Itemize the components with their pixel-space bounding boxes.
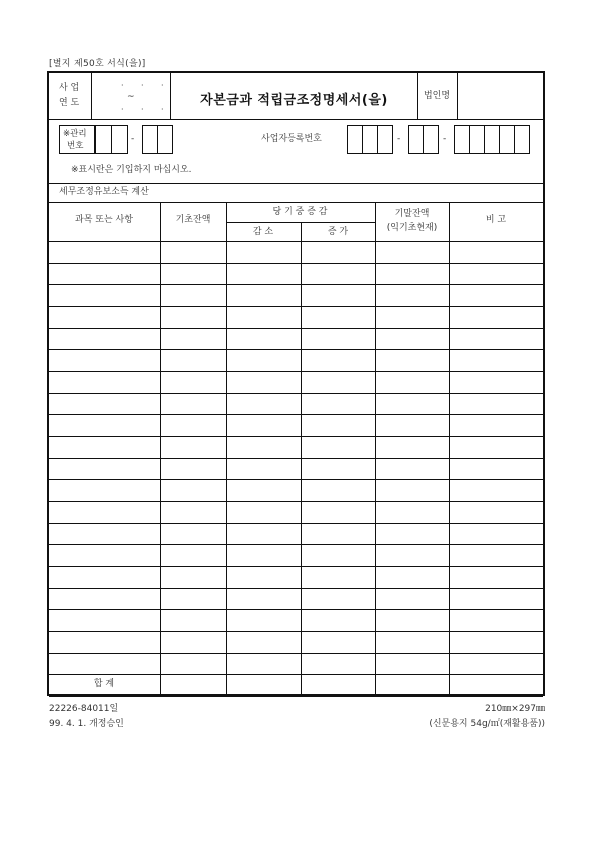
table-cell-6[interactable]	[450, 372, 542, 392]
paper-size: 210㎜×297㎜	[485, 704, 545, 714]
table-cell-5[interactable]	[376, 329, 448, 349]
table-cell-1[interactable]	[50, 632, 159, 652]
table-cell-5[interactable]	[376, 285, 448, 305]
table-cell-3[interactable]	[227, 654, 300, 674]
header-divider-2	[170, 73, 171, 119]
bizreg-digit-9[interactable]	[499, 125, 515, 154]
table-cell-4[interactable]	[302, 415, 374, 435]
table-cell-3[interactable]	[227, 285, 300, 305]
table-cell-2[interactable]	[161, 329, 225, 349]
form-frame	[47, 71, 545, 696]
bizreg-label: 사업자등록번호	[261, 134, 322, 144]
total-label: 합 계	[93, 679, 115, 689]
table-cell-5[interactable]	[376, 589, 448, 609]
table-cell-2[interactable]	[161, 242, 225, 262]
table-cell-6[interactable]	[450, 654, 542, 674]
table-cell-1[interactable]	[50, 394, 159, 414]
table-cell-4[interactable]	[302, 329, 374, 349]
table-cell-5[interactable]	[376, 372, 448, 392]
table-cell-5[interactable]	[376, 567, 448, 587]
table-cell-6[interactable]	[450, 610, 542, 630]
table-cell-1[interactable]	[50, 242, 159, 262]
table-cell-3[interactable]	[227, 242, 300, 262]
year-label-line2: 연 도	[59, 98, 80, 108]
table-cell-4[interactable]	[302, 567, 374, 587]
table-cell-2[interactable]	[161, 264, 225, 284]
table-cell-3[interactable]	[227, 502, 300, 522]
table-cell-2[interactable]	[161, 567, 225, 587]
bizreg-digit-7[interactable]	[469, 125, 485, 154]
header-divider-1	[91, 73, 92, 119]
table-cell-5[interactable]	[376, 502, 448, 522]
table-cell-5[interactable]	[376, 524, 448, 544]
table-cell-2[interactable]	[161, 480, 225, 500]
table-cell-5[interactable]	[376, 610, 448, 630]
table-cell-6[interactable]	[450, 394, 542, 414]
table-cell-5[interactable]	[376, 437, 448, 457]
table-cell-4[interactable]	[302, 307, 374, 327]
table-cell-4[interactable]	[302, 459, 374, 479]
table-cell-1[interactable]	[50, 480, 159, 500]
table-cell-6[interactable]	[450, 545, 542, 565]
table-cell-5[interactable]	[376, 350, 448, 370]
bizreg-dash-1: -	[397, 134, 401, 144]
mgmt-number-label-box	[59, 125, 95, 154]
table-cell-2[interactable]	[161, 285, 225, 305]
table-cell-3[interactable]	[227, 394, 300, 414]
header-divider-3	[417, 73, 418, 119]
total-cell-6[interactable]	[450, 675, 542, 695]
mgmt-label-line2: 번호	[67, 141, 84, 151]
table-cell-6[interactable]	[450, 264, 542, 284]
corp-name-label: 법인명	[423, 91, 451, 101]
total-cell-5[interactable]	[376, 675, 448, 695]
table-cell-3[interactable]	[227, 459, 300, 479]
year-tilde: ~	[127, 92, 135, 102]
section-title: 세무조정유보소득 계산	[59, 187, 149, 197]
table-cell-6[interactable]	[450, 415, 542, 435]
total-cell-3[interactable]	[227, 675, 300, 695]
table-cell-4[interactable]	[302, 285, 374, 305]
table-cell-1[interactable]	[50, 589, 159, 609]
bizreg-digit-10[interactable]	[514, 125, 530, 154]
table-cell-1[interactable]	[50, 459, 159, 479]
table-cell-6[interactable]	[450, 459, 542, 479]
table-cell-4[interactable]	[302, 545, 374, 565]
table-cell-1[interactable]	[50, 372, 159, 392]
table-cell-2[interactable]	[161, 459, 225, 479]
table-cell-3[interactable]	[227, 372, 300, 392]
table-cell-1[interactable]	[50, 610, 159, 630]
table-cell-3[interactable]	[227, 524, 300, 544]
table-cell-2[interactable]	[161, 654, 225, 674]
bizreg-digit-1[interactable]	[347, 125, 363, 154]
table-cell-5[interactable]	[376, 545, 448, 565]
mgmt-number-dash: -	[131, 134, 135, 144]
table-cell-1[interactable]	[50, 524, 159, 544]
bizreg-digit-6[interactable]	[454, 125, 470, 154]
form-label: [별지 제50호 서식(을)]	[49, 59, 146, 69]
table-cell-2[interactable]	[161, 502, 225, 522]
corp-name-field[interactable]	[459, 75, 543, 117]
table-cell-1[interactable]	[50, 415, 159, 435]
total-cell-2[interactable]	[161, 675, 225, 695]
table-cell-2[interactable]	[161, 610, 225, 630]
table-cell-3[interactable]	[227, 589, 300, 609]
header-divider-4	[457, 73, 458, 119]
table-cell-2[interactable]	[161, 415, 225, 435]
table-cell-3[interactable]	[227, 264, 300, 284]
table-cell-3[interactable]	[227, 480, 300, 500]
table-cell-1[interactable]	[50, 285, 159, 305]
table-cell-4[interactable]	[302, 502, 374, 522]
col-header-closing-line1: 기말잔액	[394, 209, 430, 219]
table-cell-6[interactable]	[450, 437, 542, 457]
table-cell-1[interactable]	[50, 350, 159, 370]
table-cell-4[interactable]	[302, 242, 374, 262]
table-cell-4[interactable]	[302, 437, 374, 457]
table-cell-2[interactable]	[161, 632, 225, 652]
col-header-remarks: 비 고	[485, 215, 507, 225]
table-cell-3[interactable]	[227, 437, 300, 457]
table-cell-4[interactable]	[302, 589, 374, 609]
bizreg-dash-2: -	[443, 134, 447, 144]
table-cell-2[interactable]	[161, 437, 225, 457]
col-header-subject: 과목 또는 사항	[75, 215, 133, 225]
col-header-closing-line2: (익기초현재)	[386, 223, 438, 233]
table-cell-5[interactable]	[376, 459, 448, 479]
table-cell-4[interactable]	[302, 394, 374, 414]
table-cell-6[interactable]	[450, 567, 542, 587]
table-cell-4[interactable]	[302, 654, 374, 674]
table-cell-1[interactable]	[50, 502, 159, 522]
approval-date: 99. 4. 1. 개정승인	[49, 719, 124, 729]
total-row-divider	[49, 696, 543, 697]
table-cell-2[interactable]	[161, 307, 225, 327]
table-cell-6[interactable]	[450, 285, 542, 305]
table-cell-6[interactable]	[450, 589, 542, 609]
col-header-decrease: 감 소	[252, 227, 274, 237]
total-cell-4[interactable]	[302, 675, 374, 695]
table-cell-2[interactable]	[161, 350, 225, 370]
bizreg-digit-3[interactable]	[377, 125, 393, 154]
table-cell-3[interactable]	[227, 632, 300, 652]
table-cell-6[interactable]	[450, 329, 542, 349]
table-cell-4[interactable]	[302, 350, 374, 370]
table-cell-2[interactable]	[161, 372, 225, 392]
paper-spec: (신문용지 54g/㎡(재활용품))	[429, 719, 545, 729]
table-cell-4[interactable]	[302, 610, 374, 630]
table-cell-5[interactable]	[376, 242, 448, 262]
table-cell-1[interactable]	[50, 307, 159, 327]
year-label-line1: 사 업	[59, 83, 80, 93]
form-title: 자본금과 적립금조정명세서(을)	[200, 93, 388, 108]
table-cell-6[interactable]	[450, 350, 542, 370]
table-cell-3[interactable]	[227, 567, 300, 587]
table-cell-5[interactable]	[376, 394, 448, 414]
table-cell-4[interactable]	[302, 264, 374, 284]
table-cell-6[interactable]	[450, 632, 542, 652]
table-cell-3[interactable]	[227, 545, 300, 565]
table-cell-5[interactable]	[376, 654, 448, 674]
table-cell-6[interactable]	[450, 242, 542, 262]
table-cell-1[interactable]	[50, 654, 159, 674]
table-cell-3[interactable]	[227, 350, 300, 370]
fiscal-year-field[interactable]: · · · · · · ~	[121, 81, 164, 114]
table-cell-5[interactable]	[376, 264, 448, 284]
table-cell-1[interactable]	[50, 329, 159, 349]
note-text: ※표시란은 기입하지 마십시오.	[71, 165, 192, 175]
col-header-opening: 기초잔액	[175, 215, 211, 225]
table-cell-6[interactable]	[450, 480, 542, 500]
table-cell-3[interactable]	[227, 610, 300, 630]
mgmt-number-digit-3[interactable]	[142, 125, 158, 154]
table-cell-5[interactable]	[376, 415, 448, 435]
table-cell-2[interactable]	[161, 524, 225, 544]
table-cell-3[interactable]	[227, 329, 300, 349]
bizreg-digit-2[interactable]	[362, 125, 378, 154]
table-cell-2[interactable]	[161, 545, 225, 565]
table-cell-4[interactable]	[302, 632, 374, 652]
table-cell-6[interactable]	[450, 307, 542, 327]
table-cell-2[interactable]	[161, 394, 225, 414]
table-cell-4[interactable]	[302, 480, 374, 500]
bizreg-digit-8[interactable]	[484, 125, 500, 154]
table-cell-6[interactable]	[450, 524, 542, 544]
table-cell-1[interactable]	[50, 567, 159, 587]
mgmt-number-digit-4[interactable]	[157, 125, 173, 154]
form-code: 22226-84011일	[49, 704, 119, 714]
table-cell-5[interactable]	[376, 480, 448, 500]
table-cell-1[interactable]	[50, 264, 159, 284]
table-cell-5[interactable]	[376, 307, 448, 327]
table-cell-3[interactable]	[227, 307, 300, 327]
col-header-increase: 증 가	[327, 227, 349, 237]
mgmt-label-line1: ※관리	[63, 129, 87, 139]
table-cell-6[interactable]	[450, 502, 542, 522]
table-cell-4[interactable]	[302, 372, 374, 392]
mgmt-number-digit-1[interactable]	[95, 125, 112, 154]
table-cell-2[interactable]	[161, 589, 225, 609]
mgmt-number-digit-2[interactable]	[111, 125, 128, 154]
table-cell-3[interactable]	[227, 415, 300, 435]
table-cell-5[interactable]	[376, 632, 448, 652]
table-cell-1[interactable]	[50, 437, 159, 457]
bizreg-digit-5[interactable]	[423, 125, 439, 154]
bizreg-digit-4[interactable]	[408, 125, 424, 154]
table-cell-1[interactable]	[50, 545, 159, 565]
table-cell-4[interactable]	[302, 524, 374, 544]
col-header-change: 당 기 중 증 감	[272, 207, 328, 217]
